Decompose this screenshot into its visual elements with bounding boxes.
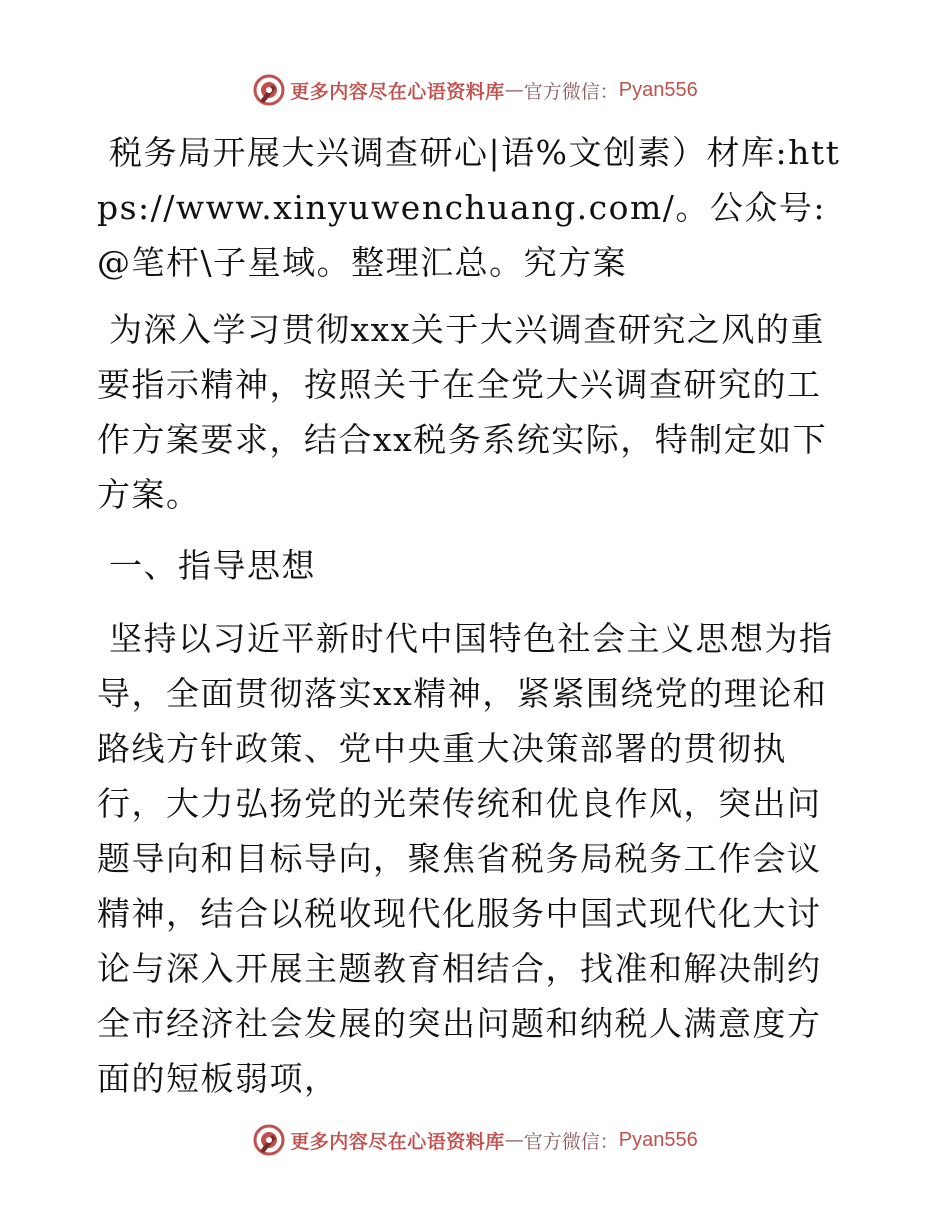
title-paragraph: 税务局开展大兴调查研心|语%文创素）材库:https://www.xinyuwenchuang.com/。公众号:@笔杆\子星域。整理汇总。究方案: [97, 133, 841, 282]
pen-logo-icon: [252, 1123, 286, 1157]
section-body-paragraph: 坚持以习近平新时代中国特色社会主义思想为指导，全面贯彻落实xx精神，紧紧围绕党的理论和路线方针政策、党中央重大决策部署的贯彻执行，大力弘扬党的光荣传统和优良作风，突出问题导向和目标导向，聚焦省税务局税务工作会议精神，结合以税收现代化服务中国式现代化大讨论与深入开展主题教育相结合，找准和解决制约全市经济社会发展的突出问题和纳税人满意度方面的短板弱项，: [97, 619, 834, 1098]
pen-logo-icon: [252, 73, 286, 107]
watermark-official-label: 官方微信：: [523, 80, 619, 103]
section-heading: 一、指导思想: [97, 546, 316, 585]
watermark-main-text: 更多内容尽在心语资料库: [290, 80, 505, 103]
watermark-banner-bottom: [0, 1120, 950, 1160]
watermark-main-text: 更多内容尽在心语资料库: [290, 1130, 505, 1153]
document-body: [97, 125, 853, 1122]
watermark-official-label: 官方微信：: [523, 1130, 619, 1153]
watermark-wechat-id: Pyan556: [618, 78, 698, 101]
watermark-wechat-id: Pyan556: [618, 1128, 698, 1151]
watermark-separator: —: [504, 79, 524, 101]
intro-paragraph: 为深入学习贯彻xxx关于大兴调查研究之风的重要指示精神，按照关于在全党大兴调查研究的工作方案要求，结合xx税务系统实际，特制定如下方案。: [97, 310, 828, 514]
watermark-banner-top: [0, 70, 950, 110]
watermark-separator: —: [504, 1129, 524, 1151]
